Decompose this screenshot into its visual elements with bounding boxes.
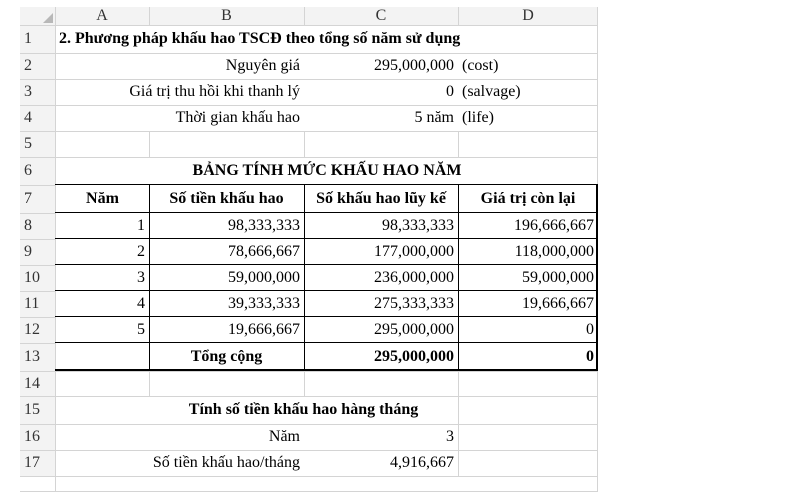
spreadsheet-grid — [20, 7, 598, 492]
table-title: BẢNG TÍNH MỨC KHẤU HAO NĂM — [192, 162, 462, 179]
row-header-6[interactable]: 6 — [20, 157, 55, 185]
row-header-14[interactable]: 14 — [20, 371, 55, 396]
monthly-amount-label: Số tiền khấu hao/tháng — [152, 454, 300, 471]
table-cell-remaining[interactable]: 0 — [586, 321, 594, 338]
select-all-corner[interactable] — [20, 7, 55, 25]
table-header-depreciation: Số tiền khấu hao — [169, 190, 284, 207]
table-cell-year[interactable]: 3 — [137, 269, 145, 286]
row-header-1[interactable]: 1 — [20, 25, 55, 53]
column-header-c[interactable]: C — [304, 7, 458, 25]
row-header-16[interactable]: 16 — [20, 424, 55, 450]
input-value-life[interactable]: 5 năm — [414, 109, 454, 126]
table-cell-year[interactable]: 1 — [137, 217, 145, 234]
row-header-10[interactable]: 10 — [20, 265, 55, 291]
table-header-accumulated: Số khấu hao lũy kế — [316, 190, 446, 207]
input-note-salvage: (salvage) — [462, 83, 521, 100]
input-note-life: (life) — [462, 109, 494, 126]
total-accumulated[interactable]: 295,000,000 — [374, 348, 454, 365]
row-header-2[interactable]: 2 — [20, 53, 55, 79]
column-header-b[interactable]: B — [149, 7, 304, 25]
table-cell-depreciation[interactable]: 39,333,333 — [228, 295, 300, 312]
input-label-cost: Nguyên giá — [225, 57, 300, 74]
row-header-15[interactable]: 15 — [20, 396, 55, 424]
table-cell-depreciation[interactable]: 78,666,667 — [228, 243, 300, 260]
total-label: Tổng cộng — [190, 348, 263, 365]
column-header-a[interactable]: A — [55, 7, 149, 25]
row-header-3[interactable]: 3 — [20, 79, 55, 105]
table-cell-remaining[interactable]: 59,000,000 — [522, 269, 594, 286]
table-cell-accumulated[interactable]: 177,000,000 — [374, 243, 454, 260]
total-remaining[interactable]: 0 — [586, 348, 594, 365]
input-value-salvage[interactable]: 0 — [446, 83, 454, 100]
row-header-4[interactable]: 4 — [20, 105, 55, 131]
table-cell-year[interactable]: 2 — [137, 243, 145, 260]
table-cell-remaining[interactable]: 118,000,000 — [514, 243, 594, 260]
row-header-17[interactable]: 17 — [20, 450, 55, 476]
row-header-11[interactable]: 11 — [20, 291, 55, 317]
column-header-d[interactable]: D — [458, 7, 598, 25]
row-header-8[interactable]: 8 — [20, 213, 55, 239]
monthly-amount-value[interactable]: 4,916,667 — [390, 454, 454, 471]
row-header-9[interactable]: 9 — [20, 239, 55, 265]
table-header-year: Năm — [86, 190, 119, 207]
section-title: 2. Phương pháp khấu hao TSCĐ theo tổng số năm sử dụng — [59, 30, 461, 47]
table-cell-year[interactable]: 4 — [137, 295, 145, 312]
table-cell-accumulated[interactable]: 275,333,333 — [374, 295, 454, 312]
input-value-cost[interactable]: 295,000,000 — [374, 57, 454, 74]
row-header-12[interactable]: 12 — [20, 317, 55, 343]
table-cell-accumulated[interactable]: 98,333,333 — [382, 217, 454, 234]
input-label-life: Thời gian khấu hao — [175, 109, 300, 126]
table-cell-depreciation[interactable]: 19,666,667 — [228, 321, 300, 338]
row-header-7[interactable]: 7 — [20, 185, 55, 213]
monthly-year-value[interactable]: 3 — [446, 428, 454, 445]
table-cell-depreciation[interactable]: 98,333,333 — [228, 217, 300, 234]
monthly-year-label: Năm — [268, 428, 300, 445]
row-header-5[interactable]: 5 — [20, 131, 55, 157]
table-cell-remaining[interactable]: 196,666,667 — [514, 217, 594, 234]
table-cell-accumulated[interactable]: 295,000,000 — [374, 321, 454, 338]
table-cell-year[interactable]: 5 — [137, 321, 145, 338]
table-cell-accumulated[interactable]: 236,000,000 — [374, 269, 454, 286]
table-cell-depreciation[interactable]: 59,000,000 — [228, 269, 300, 286]
monthly-title: Tính số tiền khấu hao hàng tháng — [188, 401, 419, 418]
input-label-salvage: Giá trị thu hồi khi thanh lý — [129, 83, 300, 100]
table-cell-remaining[interactable]: 19,666,667 — [522, 295, 594, 312]
input-note-cost: (cost) — [462, 57, 499, 74]
row-header-13[interactable]: 13 — [20, 343, 55, 371]
table-header-remaining: Giá trị còn lại — [480, 190, 576, 207]
